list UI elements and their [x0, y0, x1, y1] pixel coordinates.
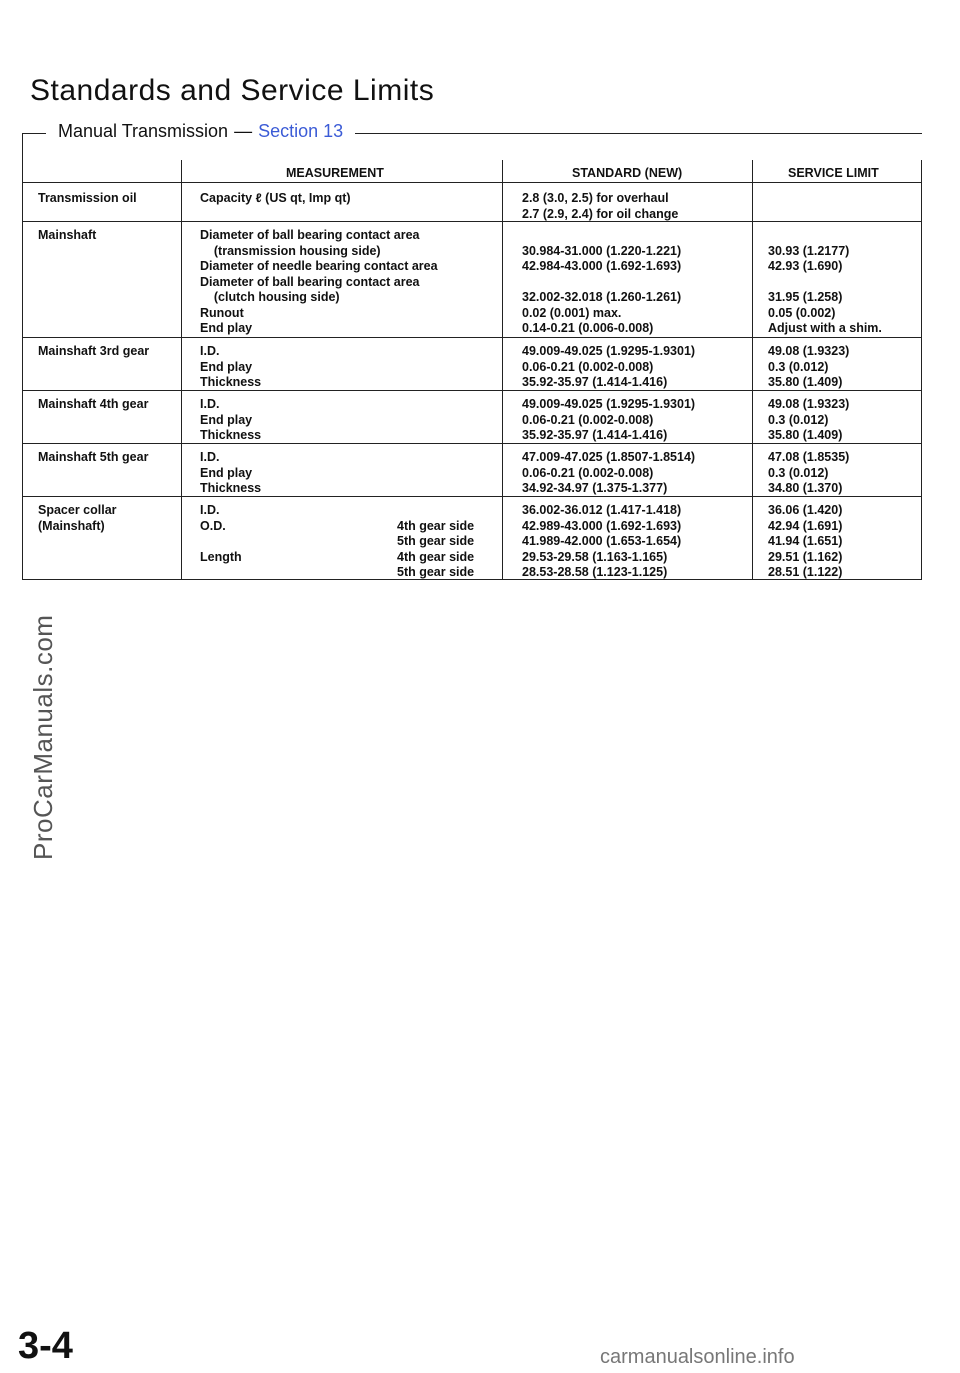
table-border-right [921, 160, 922, 580]
row-limit: 49.08 (1.9323) 0.3 (0.012) 35.80 (1.409) [768, 397, 850, 442]
row-item: Mainshaft 5th gear [38, 450, 149, 464]
page-title: Standards and Service Limits [30, 74, 435, 107]
row-standard: 2.8 (3.0, 2.5) for overhaul 2.7 (2.9, 2.4) for oil change [522, 191, 679, 221]
header-rule [22, 182, 922, 183]
row-item: Mainshaft 3rd gear [38, 344, 150, 358]
row-item: Mainshaft 4th gear [38, 397, 149, 411]
row-item: Mainshaft [38, 228, 97, 242]
table-border-left [22, 160, 23, 580]
header-service-limit: SERVICE LIMIT [788, 166, 879, 180]
footer-site-link[interactable]: carmanualsonline.info [600, 1346, 795, 1368]
header-standard: STANDARD (NEW) [572, 166, 683, 180]
section-prefix: Manual Transmission [58, 121, 229, 141]
col-divider-3 [752, 160, 753, 580]
row-measurement-sub: 4th gear side 5th gear side 4th gear side 5th gear side [397, 518, 475, 579]
section-dash: — [234, 121, 253, 141]
row-rule [22, 221, 922, 222]
row-limit: 36.06 (1.420) 42.94 (1.691) 41.94 (1.651) 29.51 (1.162) 28.51 (1.122) [768, 503, 843, 579]
section-link[interactable]: Section 13 [258, 121, 344, 141]
row-limit: 49.08 (1.9323) 0.3 (0.012) 35.80 (1.409) [768, 344, 850, 389]
row-standard: 36.002-36.012 (1.417-1.418) 42.989-43.000 (1.692-1.693) 41.989-42.000 (1.653-1.654) 29.53-29.58 (1.163-1.165) 28.53-28.58 (1.123-1.125) [522, 503, 682, 579]
row-measurement: I.D. End play Thickness [200, 397, 262, 442]
row-standard: 47.009-47.025 (1.8507-1.8514) 0.06-0.21 (0.002-0.008) 34.92-34.97 (1.375-1.377) [522, 450, 696, 495]
row-limit: 47.08 (1.8535) 0.3 (0.012) 34.80 (1.370) [768, 450, 850, 495]
col-divider-1 [181, 160, 182, 580]
watermark-text: ProCarManuals.com [28, 614, 58, 860]
row-standard: 49.009-49.025 (1.9295-1.9301) 0.06-0.21 (0.002-0.008) 35.92-35.97 (1.414-1.416) [522, 344, 696, 389]
row-measurement: I.D. End play Thickness [200, 450, 262, 495]
spec-table [22, 160, 922, 580]
page-number: 3-4 [18, 1325, 73, 1367]
section-heading [46, 121, 355, 142]
header-measurement: MEASUREMENT [286, 166, 384, 180]
row-measurement: Diameter of ball bearing contact area (transmission housing side) Diameter of needle bearing contact area Diameter of ball bearing contact area (clutch housing side) Runout End play [200, 228, 438, 335]
row-limit: 30.93 (1.2177) 42.93 (1.690) 31.95 (1.258) 0.05 (0.002) Adjust with a shim. [768, 243, 882, 335]
row-measurement: I.D. O.D. Length [200, 503, 242, 564]
row-item: Transmission oil [38, 191, 137, 205]
row-standard: 30.984-31.000 (1.220-1.221) 42.984-43.000 (1.692-1.693) 32.002-32.018 (1.260-1.261) 0.02 (0.001) max. 0.14-0.21 (0.006-0.008) [522, 243, 682, 335]
row-measurement: Capacity ℓ (US qt, Imp qt) [200, 191, 351, 205]
row-item: Spacer collar (Mainshaft) [38, 503, 117, 533]
col-divider-2 [502, 160, 503, 580]
row-measurement: I.D. End play Thickness [200, 344, 262, 389]
row-standard: 49.009-49.025 (1.9295-1.9301) 0.06-0.21 (0.002-0.008) 35.92-35.97 (1.414-1.416) [522, 397, 696, 442]
row-rule [22, 337, 922, 338]
